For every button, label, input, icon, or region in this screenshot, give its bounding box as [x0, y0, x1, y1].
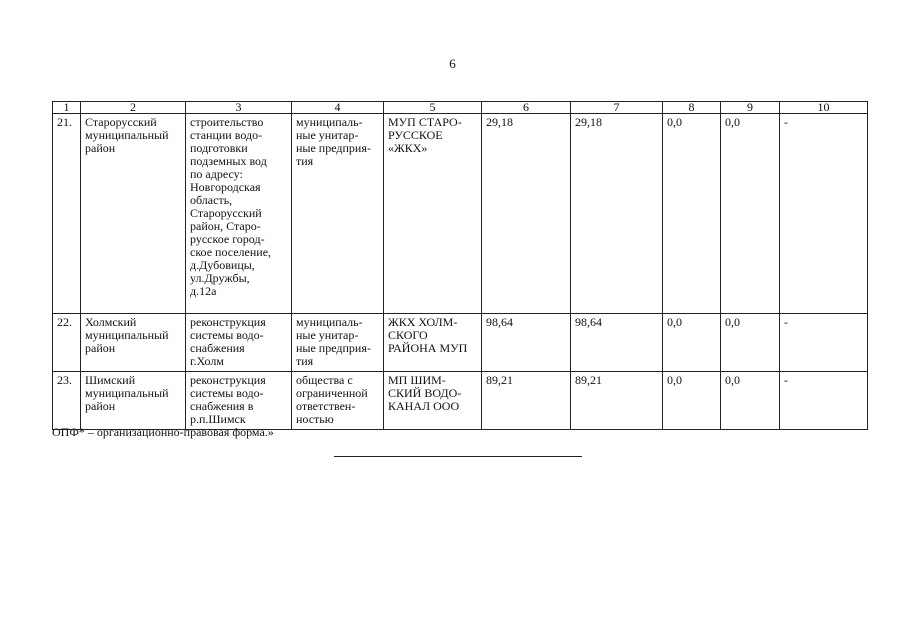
row-number: 23.	[53, 372, 81, 430]
organization-cell: МП ШИМ- СКИЙ ВОДО- КАНАЛ ООО	[384, 372, 482, 430]
data-table	[52, 101, 868, 430]
table-row	[53, 314, 868, 372]
table-row	[53, 372, 868, 430]
column-header: 4	[292, 102, 384, 114]
column-header: 1	[53, 102, 81, 114]
value-cell: 0,0	[663, 114, 721, 314]
value-cell: 0,0	[663, 314, 721, 372]
column-header: 9	[721, 102, 780, 114]
district-cell: Шимский муниципальный район	[81, 372, 186, 430]
value-cell: 89,21	[482, 372, 571, 430]
district-cell: Старорусский муниципальный район	[81, 114, 186, 314]
column-header: 3	[186, 102, 292, 114]
column-header: 8	[663, 102, 721, 114]
district-cell: Холмский муниципальный район	[81, 314, 186, 372]
separator-line	[334, 456, 582, 457]
column-header: 5	[384, 102, 482, 114]
page-number: 6	[449, 56, 456, 71]
object-cell: реконструкция системы водо- снабжения в р.п.Шимск	[186, 372, 292, 430]
column-header: 7	[571, 102, 663, 114]
value-cell: 29,18	[571, 114, 663, 314]
value-cell: -	[780, 372, 868, 430]
header-row	[53, 102, 868, 114]
column-header: 2	[81, 102, 186, 114]
value-cell: 29,18	[482, 114, 571, 314]
column-header: 6	[482, 102, 571, 114]
organization-cell: МУП СТАРО- РУССКОЕ «ЖКХ»	[384, 114, 482, 314]
column-header: 10	[780, 102, 868, 114]
opf-cell: муниципаль- ные унитар- ные предприя- тия	[292, 314, 384, 372]
value-cell: 0,0	[721, 314, 780, 372]
row-number: 22.	[53, 314, 81, 372]
footnote: ОПФ* – организационно-правовая форма.»	[52, 425, 274, 439]
value-cell: -	[780, 114, 868, 314]
organization-cell: ЖКХ ХОЛМ- СКОГО РАЙОНА МУП	[384, 314, 482, 372]
value-cell: 98,64	[571, 314, 663, 372]
value-cell: 98,64	[482, 314, 571, 372]
value-cell: 0,0	[663, 372, 721, 430]
opf-cell: общества с ограниченной ответствен- ностью	[292, 372, 384, 430]
table-row	[53, 114, 868, 314]
value-cell: 89,21	[571, 372, 663, 430]
value-cell: -	[780, 314, 868, 372]
value-cell: 0,0	[721, 372, 780, 430]
object-cell: реконструкция системы водо- снабжения г.Холм	[186, 314, 292, 372]
object-cell: строительство станции водо- подготовки подземных вод по адресу: Новгородская область, Старорусский район, Старо- русское город- ское поселение, д.Дубовицы, ул.Дружбы, д.12а	[186, 114, 292, 314]
value-cell: 0,0	[721, 114, 780, 314]
opf-cell: муниципаль- ные унитар- ные предприя- тия	[292, 114, 384, 314]
row-number: 21.	[53, 114, 81, 314]
